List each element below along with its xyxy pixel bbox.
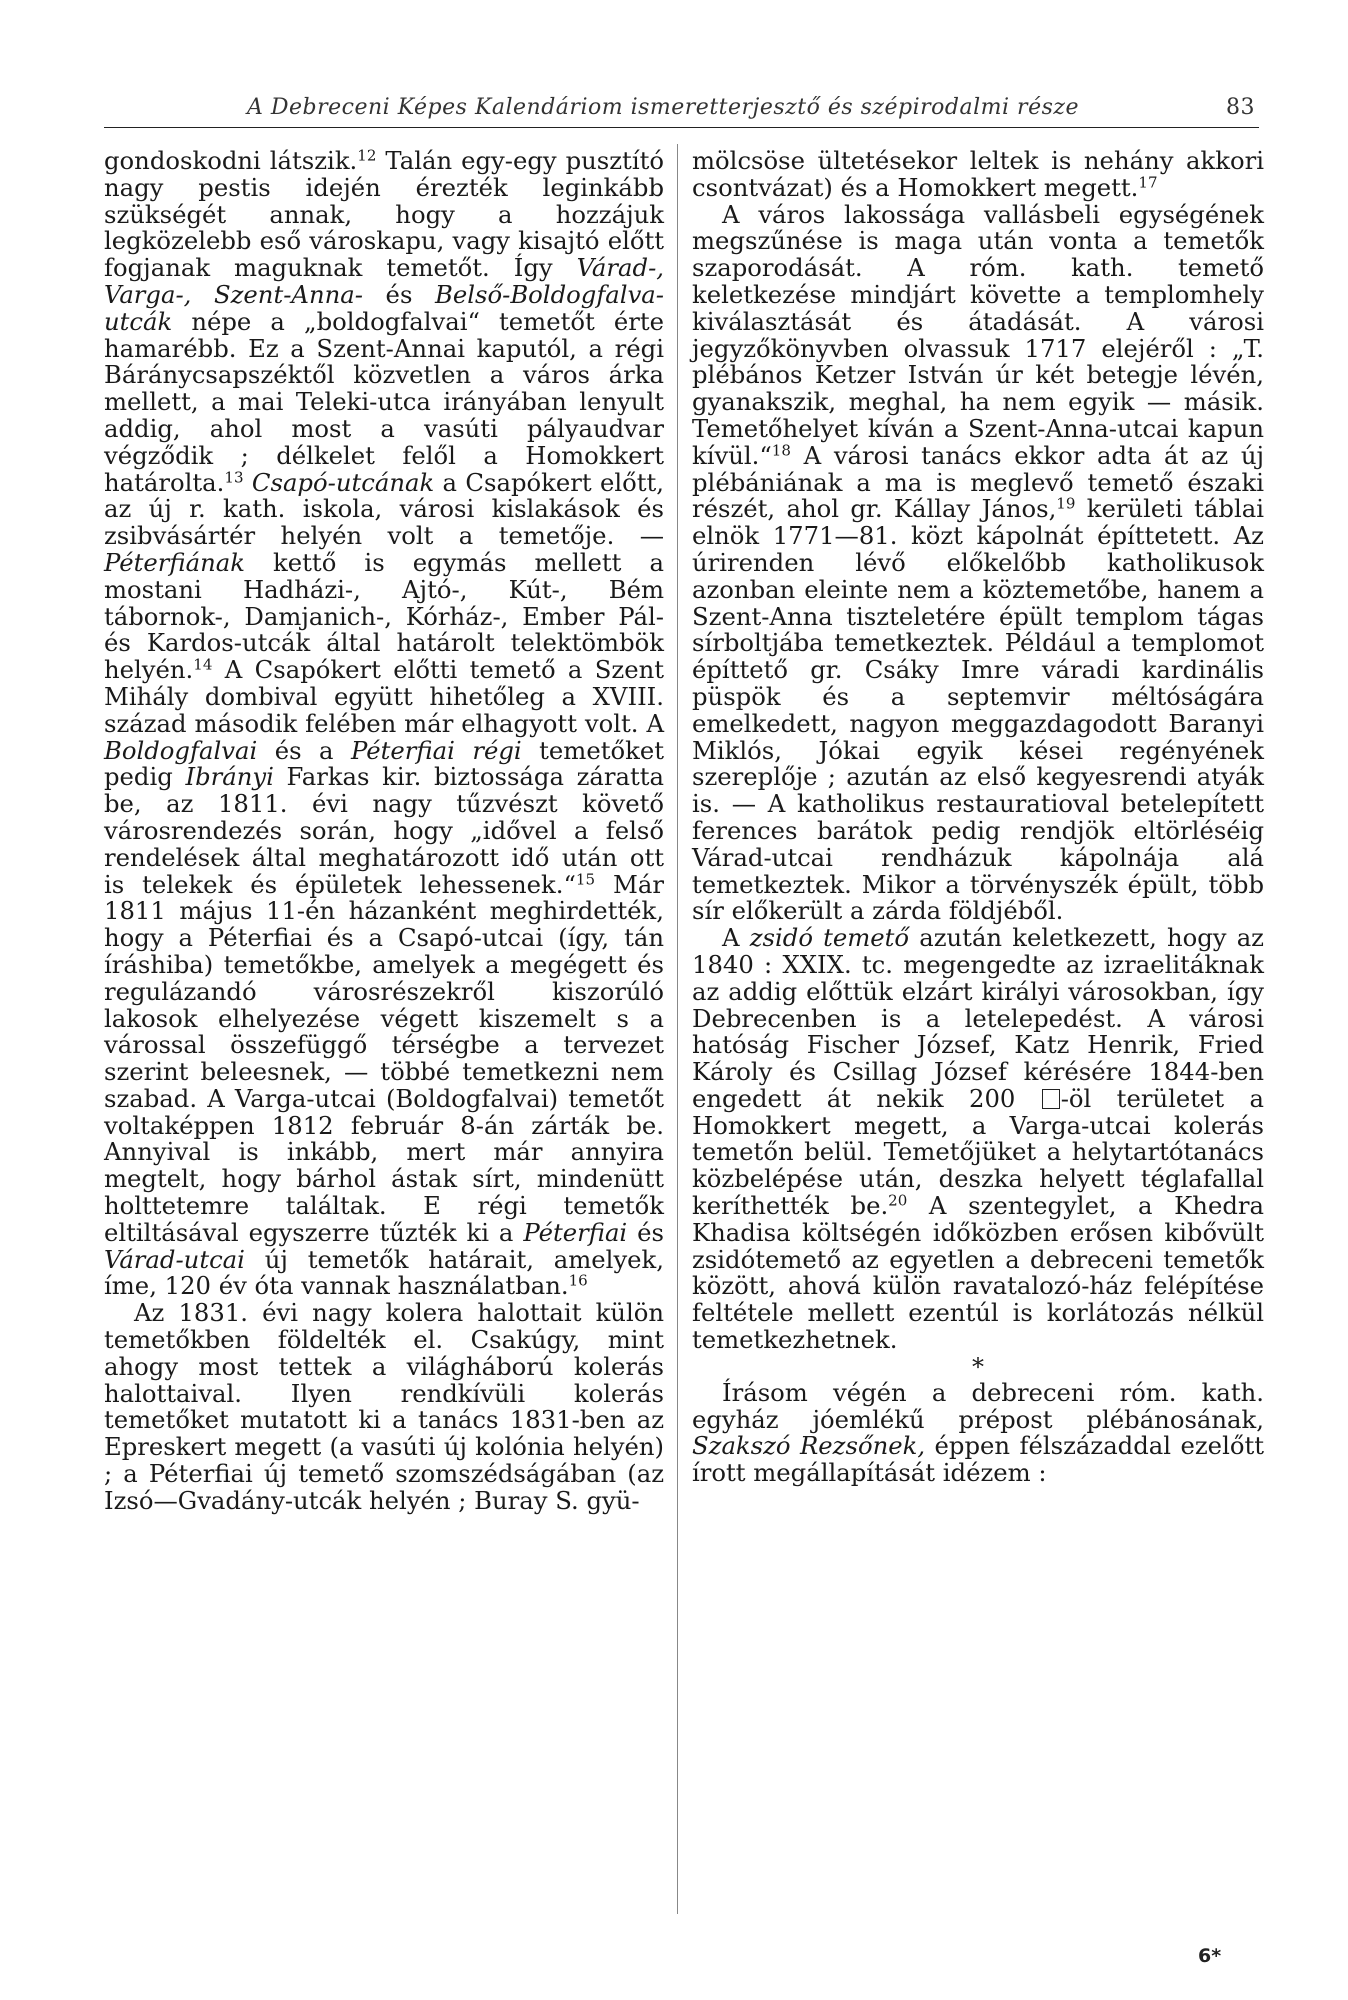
running-head-title: A Debreceni Képes Kalendáriom ismeretterjesztő és szépirodalmi része bbox=[247, 95, 1079, 120]
signature-mark: 6* bbox=[1198, 1945, 1222, 1967]
paragraph: mölcsöse ültetésekor leltek is nehány akkori csontvázat) és a Homokkert megett.$^{17}$ bbox=[692, 146, 1264, 202]
left-column bbox=[104, 148, 664, 1515]
paragraph: gondoskodni látszik.$^{12}$ Talán egy-egy pusztító nagy pestis idején érezték leginkább szükségét annak, hogy a hozzájuk legközelebb eső városkapu, vagy kisajtó előtt fogjanak maguknak temetőt. Így Várad-, Varga-, Szent-Anna- és Belső-Boldogfalva-utcák népe a „boldogfalvai“ temetőt érte hamarébb. Ez a Szent-Annai kaputól, a régi Báránycsapszéktől közvetlen a város árka mellett, a mai Teleki-utca irányában lenyult addig, ahol most a vasúti pályaudvar végződik ; délkelet felől a Homokkert határolta.$^{13}$ Csapó-utcának a Csapókert előtt, az új r. kath. iskola, városi kislakások és zsibvásártér helyén volt a temetője. — Péterfiának kettő is egymás mellett a mostani Hadházi-, Ajtó-, Kút-, Bém tábornok-, Damjanich-, Kórház-, Ember Pál- és Kardos-utcák által határolt telektömbök helyén.$^{14}$ A Csapókert előtti temető a Szent Mihály dombival együtt hihetőleg a XVIII. század második felében már elhagyott volt. A Boldogfalvai és a Péterfiai régi temetőket pedig Ibrányi Farkas kir. biztossága záratta be, az 1811. évi nagy tűzvészt követő városrendezés során, hogy „idővel a felső rendelések által meghatározott idő után ott is telekek és épületek lehessenek.“$^{15}$ Már 1811 május 11-én házanként meghirdették, hogy a Péterfiai és a Csapó-utcai (így, tán íráshiba) temetőkbe, amelyek a megégett és regulázandó városrészekről kiszorúló lakosok elhelyezése végett kiszemelt s a várossal összefüggő térségbe a tervezet szerint beleesnek, — többé temetkezni nem szabad. A Varga-utcai (Boldogfalvai) temetőt voltaképpen 1812 február 8-án zárták be. Annyival is inkább, mert már annyira megtelt, hogy bárhol ástak sírt, mindenütt holttetemre találtak. E régi temetők eltiltásával egyszerre tűzték ki a Péterfiai és Várad-utcai új temetők határait, amelyek, íme, 120 év óta vannak használatban.$^{16}$ bbox=[104, 146, 664, 1301]
paragraph: A város lakossága vallásbeli egységének megszűnése is maga után vonta a temetők szaporodását. A róm. kath. temető keletkezése mindjárt követte a templomhely kiválasztását és átadását. A városi jegyzőkönyvben olvassuk 1717 elejéről : „T. plébános Ketzer István úr két betegje lévén, gyanakszik, meghal, ha nem egyik — másik. Temetőhelyet kíván a Szent-Anna-utcai kapun kívül.“$^{18}$ A városi tanács ekkor adta át az új plébániának a ma is meglevő temető északi részét, ahol gr. Kállay János,$^{19}$ kerületi táblai elnök 1771—81. közt kápolnát építtetett. Az úrirenden lévő előkelőbb katholikusok azonban eleinte nem a köztemetőbe, hanem a Szent-Anna tiszteletére épült templom tágas sírboltjába temetkeztek. Például a templomot építtető gr. Csáky Imre váradi kardinális püspök és a septemvir méltóságára emelkedett, nagyon meggazdagodott Baranyi Miklós, Jókai egyik kései regényének szereplője ; azután az első kegyesrendi atyák is. — A katholikus restauratioval betelepített ferences barátok pedig rendjök eltörléséig Várad-utcai rendházuk kápolnája alá temetkeztek. Mikor a törvényszék épült, több sír előkerült a zárda földjéből. bbox=[692, 199, 1264, 926]
right-column bbox=[692, 148, 1264, 1487]
footnote-ref[interactable]: 15 bbox=[575, 870, 596, 889]
square-unit-icon bbox=[1042, 1089, 1060, 1109]
footnote-ref[interactable]: 19 bbox=[1056, 495, 1076, 514]
footnote-ref[interactable]: 12 bbox=[357, 146, 377, 165]
footnote-ref[interactable]: 13 bbox=[224, 468, 244, 487]
footnote-ref[interactable]: 18 bbox=[771, 441, 791, 460]
page-number: 83 bbox=[1226, 95, 1255, 120]
column-divider bbox=[677, 144, 678, 1914]
footnote-ref[interactable]: 17 bbox=[1138, 173, 1158, 192]
footnote-ref[interactable]: 20 bbox=[888, 1191, 908, 1210]
footnote-ref[interactable]: 14 bbox=[193, 655, 213, 674]
paragraph: Az 1831. évi nagy kolera halottait külön temetőkben földelték el. Csakúgy, mint ahogy most tettek a világháború kolerás halottaival. Ilyen rendkívüli kolerás temetőket mutatott ki a tanács 1831-ben az Epreskert megett (a vasúti új kolónia helyén) ; a Péterfiai új temető szomszédságában (az Izsó—Gvadány-utcák helyén ; Buray S. gyü- bbox=[104, 1298, 664, 1515]
paragraph: Írásom végén a debreceni róm. kath. egyház jóemlékű prépost plébánosának, Szakszó Rezsőnek, éppen félszázaddal ezelőtt írott megállapítását idézem : bbox=[692, 1377, 1264, 1488]
running-head bbox=[104, 93, 1259, 128]
paragraph: A zsidó temető azután keletkezett, hogy az 1840 : XXIX. tc. megengedte az izraelitáknak az addig előttük elzárt királyi városokban, így Debrecenben is a letelepedést. A városi hatóság Fischer József, Katz Henrik, Fried Károly és Csillag József kérésére 1844-ben engedett át nekik 200 -öl területet a Homokkert megett, a Varga-utcai kolerás temetőn belül. Temetőjüket a helytartótanács közbelépése után, deszka helyett téglafallal keríthették be.$^{20}$ A szentegylet, a Khedra Khadisa költségén időközben erősen kibővült zsidótemető az egyetlen a debreceni temetők között, ahová külön ravatalozó-ház felépítése feltétele mellett ezentúl is korlátozás nélkül temetkezhetnek. bbox=[692, 923, 1264, 1355]
section-separator: * bbox=[972, 1352, 984, 1381]
footnote-ref[interactable]: 16 bbox=[568, 1272, 588, 1291]
